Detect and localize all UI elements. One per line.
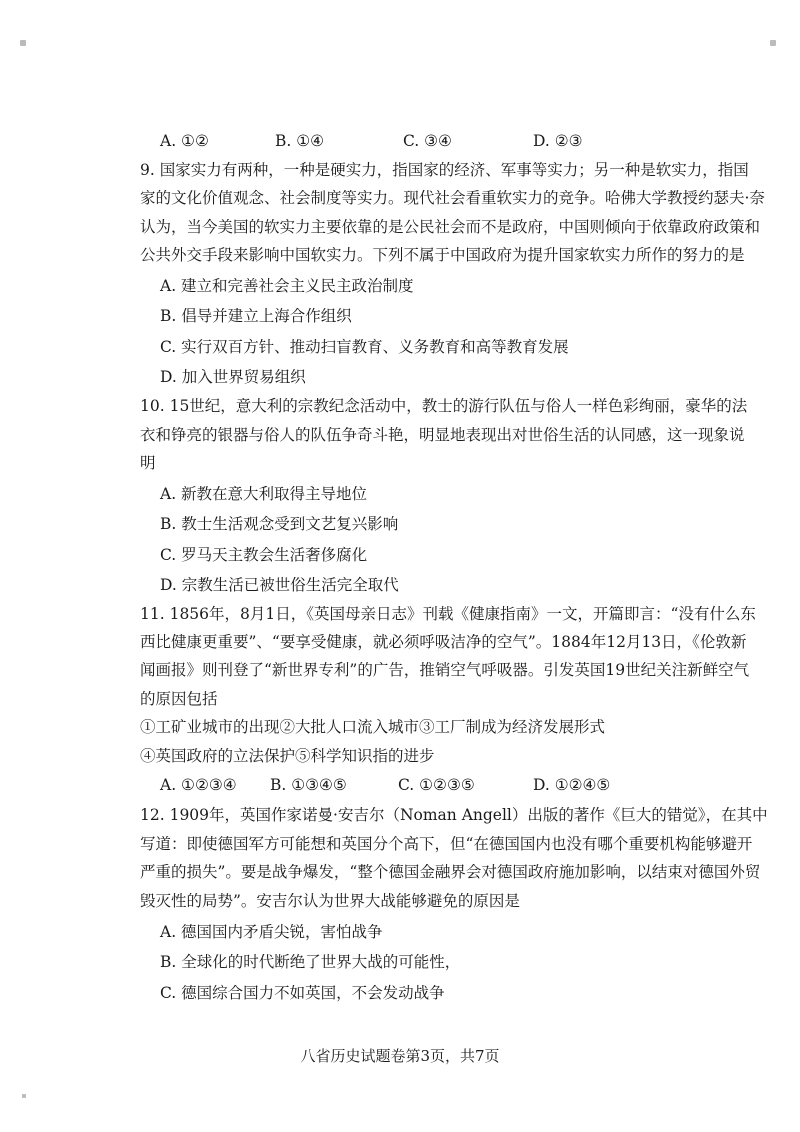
q9-option-b: B. 倡导并建立上海合作组织 [160, 307, 352, 325]
q10-option-c: C. 罗马天主教会生活奢侈腐化 [160, 546, 368, 564]
q12-stem-line: 毁灭性的局势”。安吉尔认为世界大战能够避免的原因是 [140, 892, 520, 910]
scan-speck [20, 40, 26, 46]
q9-stem-line: 认为，当今美国的软实力主要依靠的是公民社会而不是政府，中国则倾向于依靠政府政策和 [140, 218, 761, 236]
q10-stem-line: 明 [140, 454, 156, 472]
q11-option-b: B. ①③④⑤ [270, 776, 347, 794]
q11-stem-line: 11. 1856年，8月1日，《英国母亲日志》刊载《健康指南》一文，开篇即言：“没有什么东 [140, 605, 756, 623]
scan-speck [22, 1094, 26, 1098]
q10-option-a: A. 新教在意大利取得主导地位 [160, 485, 368, 503]
q12-option-a: A. 德国国内矛盾尖锐，害怕战争 [160, 923, 383, 941]
q10-stem-line: 衣和铮亮的银器与俗人的队伍争奇斗艳，明显地表现出对世俗生活的认同感，这一现象说 [140, 426, 745, 444]
q8-options [160, 131, 680, 151]
q12-stem-line: 写道：即使德国军方可能想和英国分个高下，但“在德国国内也没有哪个重要机构能够避开 [140, 835, 753, 853]
q11-options [160, 775, 680, 795]
q11-statement-line: ④英国政府的立法保护⑤科学知识指的进步 [140, 747, 435, 765]
q12-option-b: B. 全球化的时代断绝了世界大战的可能性， [160, 953, 461, 971]
scan-speck [770, 40, 776, 46]
page-footer: 八省历史试题卷第3页，共7页 [300, 1047, 500, 1065]
q10-stem-line: 10. 15世纪，意大利的宗教纪念活动中，教士的游行队伍与俗人一样色彩绚丽，豪华的法 [140, 397, 748, 415]
q8-option-c: C. ③④ [403, 132, 452, 150]
q9-stem-line: 9. 国家实力有两种，一种是硬实力，指国家的经济、军事等实力；另一种是软实力，指国 [140, 161, 749, 179]
q9-option-d: D. 加入世界贸易组织 [160, 368, 306, 386]
q11-stem-line: 的原因包括 [140, 690, 218, 708]
q9-stem-line: 家的文化价值观念、社会制度等实力。现代社会看重软实力的竞争。哈佛大学教授约瑟夫·奈 [140, 189, 765, 207]
q11-option-a: A. ①②③④ [160, 776, 237, 794]
q8-option-b: B. ①④ [275, 132, 325, 150]
q12-stem-line: 12. 1909年，英国作家诺曼·安吉尔（Noman Angell）出版的著作《巨大的错觉》，在其中 [140, 806, 768, 824]
q12-option-c: C. 德国综合国力不如英国，不会发动战争 [160, 984, 445, 1002]
q12-stem-line: 严重的损失”。要是战争爆发，“整个德国金融界会对德国政府施加影响，以结束对德国外贸 [140, 863, 761, 881]
q10-option-b: B. 教士生活观念受到文艺复兴影响 [160, 515, 399, 533]
q8-option-d: D. ②③ [533, 132, 583, 150]
q9-option-c: C. 实行双百方针、推动扫盲教育、义务教育和高等教育发展 [160, 338, 569, 356]
q11-stem-line: 闻画报》则刊登了“新世界专利”的广告，推销空气呼吸器。引发英国19世纪关注新鲜空气 [140, 661, 750, 679]
q10-option-d: D. 宗教生活已被世俗生活完全取代 [160, 576, 399, 594]
q9-stem-line: 公共外交手段来影响中国软实力。下列不属于中国政府为提升国家软实力所作的努力的是 [140, 246, 745, 264]
q11-stem-line: 西比健康更重要”、“要享受健康，就必须呼吸洁净的空气”。1884年12月13日，《伦敦新 [140, 633, 747, 651]
q9-option-a: A. 建立和完善社会主义民主政治制度 [160, 277, 414, 295]
q8-option-a: A. ①② [160, 132, 209, 150]
q11-statement-line: ①工矿业城市的出现②大批人口流入城市③工厂制成为经济发展形式 [140, 718, 606, 736]
q11-option-d: D. ①②④⑤ [533, 776, 611, 794]
q11-option-c: C. ①②③⑤ [398, 776, 475, 794]
